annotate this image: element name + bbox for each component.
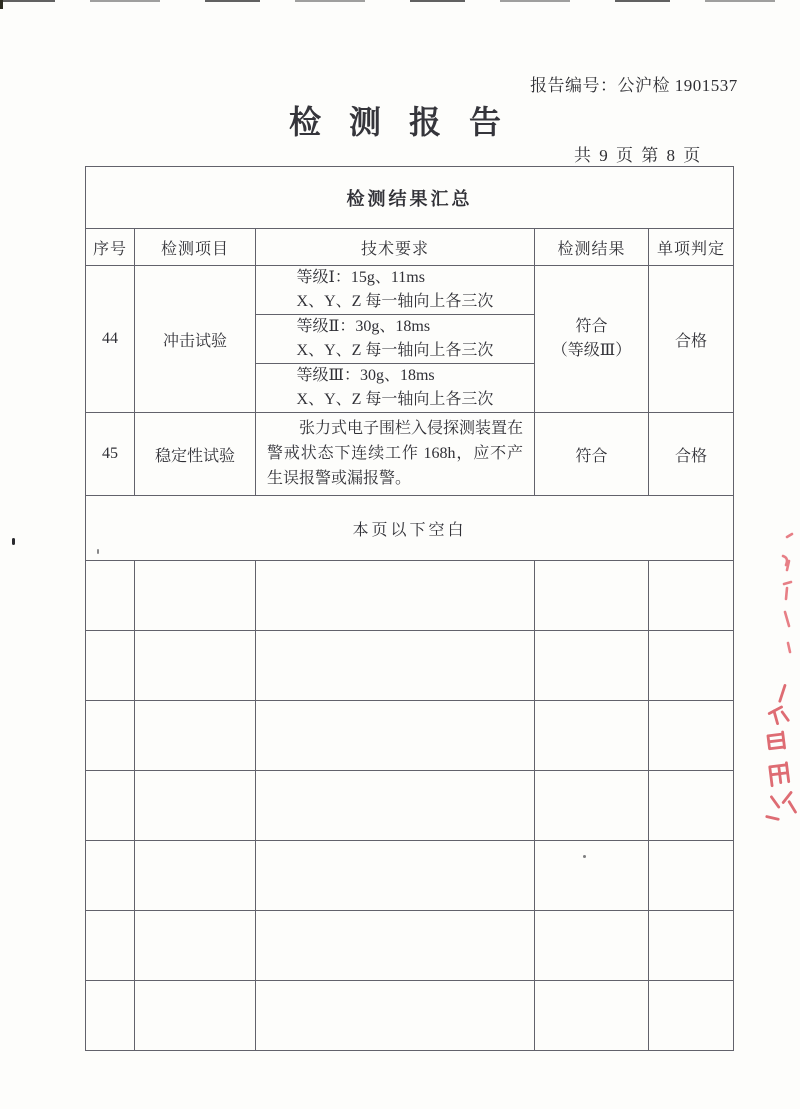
requirement-line: X、Y、Z 每一轴向上各三次 (296, 342, 494, 359)
cell-requirement-44-level1 (256, 266, 535, 315)
table-section-title: 检测结果汇总 (86, 167, 734, 229)
cell-item-45: 稳定性试验 (135, 413, 256, 496)
cell-item-44: 冲击试验 (135, 266, 256, 413)
cell-no-45: 45 (86, 413, 135, 496)
page-counter: 共 9 页 第 8 页 (574, 146, 703, 165)
table-row-44-sub1 (86, 266, 734, 315)
table-row-45 (86, 413, 734, 496)
cell-requirement-45 (256, 413, 535, 496)
requirement-line: 等级Ⅱ：30g、18ms (296, 318, 431, 335)
cell-verdict-44: 合格 (649, 266, 734, 413)
red-ink-mark-lower (753, 682, 800, 824)
cell-verdict-45: 合格 (649, 413, 734, 496)
column-header-row (86, 229, 734, 266)
col-header-no: 序号 (86, 229, 135, 266)
table-section-title-row (86, 167, 734, 229)
cell-no-44: 44 (86, 266, 135, 413)
ink-speck (12, 538, 15, 545)
empty-table-row (86, 631, 734, 701)
empty-table-row (86, 561, 734, 631)
requirement-line: 等级Ⅲ：30g、18ms (296, 367, 435, 384)
col-header-requirement: 技术要求 (256, 229, 535, 266)
col-header-result: 检测结果 (535, 229, 649, 266)
requirement-line: 等级Ⅰ：15g、11ms (296, 269, 425, 286)
blank-note: 本页以下空白 (86, 496, 734, 561)
blank-note-row (86, 496, 734, 561)
scan-corner-mark (0, 0, 3, 9)
empty-table-row (86, 771, 734, 841)
cell-result-45: 符合 (535, 413, 649, 496)
scan-edge-artifact (0, 0, 800, 2)
result-line: 符合 (575, 318, 608, 335)
result-line: （等级Ⅲ） (551, 342, 632, 359)
col-header-item: 检测项目 (135, 229, 256, 266)
report-number: 报告编号：公沪检 1901537 (530, 76, 738, 95)
empty-table-row (86, 701, 734, 771)
requirement-line: X、Y、Z 每一轴向上各三次 (296, 293, 494, 310)
requirement-text: 张力式电子围栏入侵探测装置在警戒状态下连续工作 168h，应不产生误报警或漏报警。 (267, 420, 524, 487)
cell-result-44 (535, 266, 649, 413)
results-table (85, 166, 734, 1051)
empty-table-row (86, 911, 734, 981)
cell-requirement-44-level3 (256, 364, 535, 413)
empty-table-row (86, 841, 734, 911)
page-title: 检 测 报 告 (288, 104, 511, 140)
col-header-verdict: 单项判定 (649, 229, 734, 266)
requirement-line: X、Y、Z 每一轴向上各三次 (296, 391, 494, 408)
red-ink-mark-upper (774, 530, 800, 665)
empty-table-row (86, 981, 734, 1051)
cell-requirement-44-level2 (256, 315, 535, 364)
